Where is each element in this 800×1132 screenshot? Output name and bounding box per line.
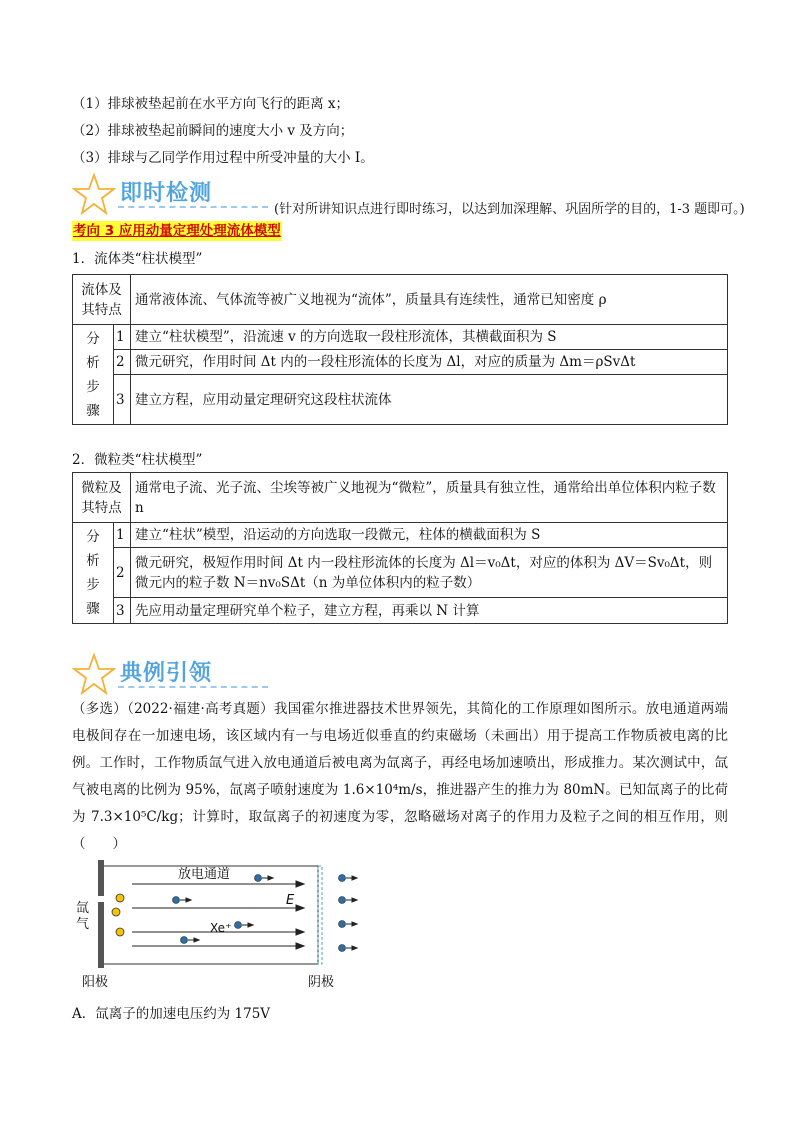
star-icon	[72, 172, 116, 216]
ion-arrows	[180, 876, 357, 950]
table-desc-cell: 通常液体流、气体流等被广义地视为“流体”，质量具有连续性，通常已知密度 ρ	[131, 275, 728, 325]
section-banner-instant-test	[72, 172, 752, 218]
banner-title: 典例引领	[120, 661, 213, 686]
banner-divider	[118, 206, 268, 208]
banner-divider	[118, 686, 268, 688]
cathode-grid	[318, 866, 322, 964]
section-banner-example	[72, 652, 752, 698]
step-text: 建立“柱状”模型，沿运动的方向选取一段微元，柱体的横截面积为 S	[131, 523, 728, 548]
table-side-label: 分 析 步 骤	[73, 325, 114, 425]
question-2: （2）排球被垫起前瞬间的速度大小 v 及方向；	[72, 123, 354, 139]
hall-thruster-diagram	[72, 860, 372, 992]
channel-label: 放电通道	[178, 867, 231, 882]
option-a: A．氙离子的加速电压约为 175V	[72, 1006, 271, 1022]
table-side-label: 分 析 步 骤	[73, 523, 114, 624]
step-text: 微元研究，极短作用时间 Δt 内一段柱形流体的长度为 Δl＝v₀Δt，对应的体积为 ΔV＝Sv₀Δt，则微元内的粒子数 N＝nv₀SΔt（n 为单位体积内的粒子数）	[131, 548, 728, 598]
field-label: E	[286, 893, 295, 908]
particle-model-table	[72, 472, 728, 624]
gas-label-1: 氙	[76, 901, 90, 916]
cathode-label: 阴极	[308, 975, 335, 990]
banner-note: (针对所讲知识点进行即时练习，以达到加深理解、巩固所学的目的，1-3 题即可。)	[274, 202, 745, 217]
step-number: 3	[114, 375, 131, 425]
problem-statement: （多选）（2022·福建·高考真题）我国霍尔推进器技术世界领先，其简化的工作原理如图所示。放电通道两端电极间存在一加速电场，该区域内有一与电场近似垂直的约束磁场（未画出）用于提高工作物质被电离的比例。工作时，工作物质氙气进入放电通道后被电离为氙离子，再经电场加速喷出，形成推力。某次测试中，氙气被电离的比例为 95%，氙离子喷射速度为 1.6×10⁴m/s，推进器产生的推力为 80mN。已知氙离子的比荷为 7.3×10⁵C/kg；计算时，取氙离子的初速度为零，忽略磁场对离子的作用力及粒子之间的相互作用，则（ ）	[72, 701, 728, 852]
table-desc-cell: 通常电子流、光子流、尘埃等被广义地视为“微粒”，质量具有独立性，通常给出单位体积内粒子数 n	[131, 473, 728, 523]
table-header-cell: 流体及其特点	[73, 275, 131, 325]
question-1: （1）排球被垫起前在水平方向飞行的距离 x；	[72, 96, 349, 112]
anode-plate-bottom	[98, 902, 104, 968]
star-icon	[72, 652, 116, 696]
ion-label: Xe⁺	[210, 921, 232, 935]
fluid-model-table	[72, 274, 728, 425]
step-number: 1	[114, 523, 131, 548]
step-number: 1	[114, 325, 131, 350]
step-text: 先应用动量定理研究单个粒子，建立方程，再乘以 N 计算	[131, 598, 728, 624]
gas-label-2: 气	[76, 917, 90, 932]
step-number: 2	[114, 548, 131, 598]
anode-label: 阳极	[82, 975, 109, 990]
banner-title: 即时检测	[120, 181, 213, 206]
section-1-title: 1．流体类“柱状模型”	[72, 251, 203, 267]
table-header-cell: 微粒及其特点	[73, 473, 131, 523]
step-number: 2	[114, 350, 131, 375]
step-text: 建立“柱状模型”，沿流速 v 的方向选取一段柱形流体，其横截面积为 S	[131, 325, 728, 350]
step-number: 3	[114, 598, 131, 624]
anode-plate-top	[98, 860, 104, 896]
step-text: 微元研究，作用时间 Δt 内的一段柱形流体的长度为 Δl，对应的质量为 Δm＝ρSvΔt	[131, 350, 728, 375]
question-3: （3）排球与乙同学作用过程中所受冲量的大小 I。	[72, 150, 374, 166]
step-text: 建立方程，应用动量定理研究这段柱状流体	[131, 375, 728, 425]
xenon-atoms	[112, 894, 124, 936]
section-2-title: 2．微粒类“柱状模型”	[72, 452, 203, 468]
topic-label: 考向 3 应用动量定理处理流体模型	[73, 223, 281, 239]
field-arrows	[132, 881, 304, 949]
